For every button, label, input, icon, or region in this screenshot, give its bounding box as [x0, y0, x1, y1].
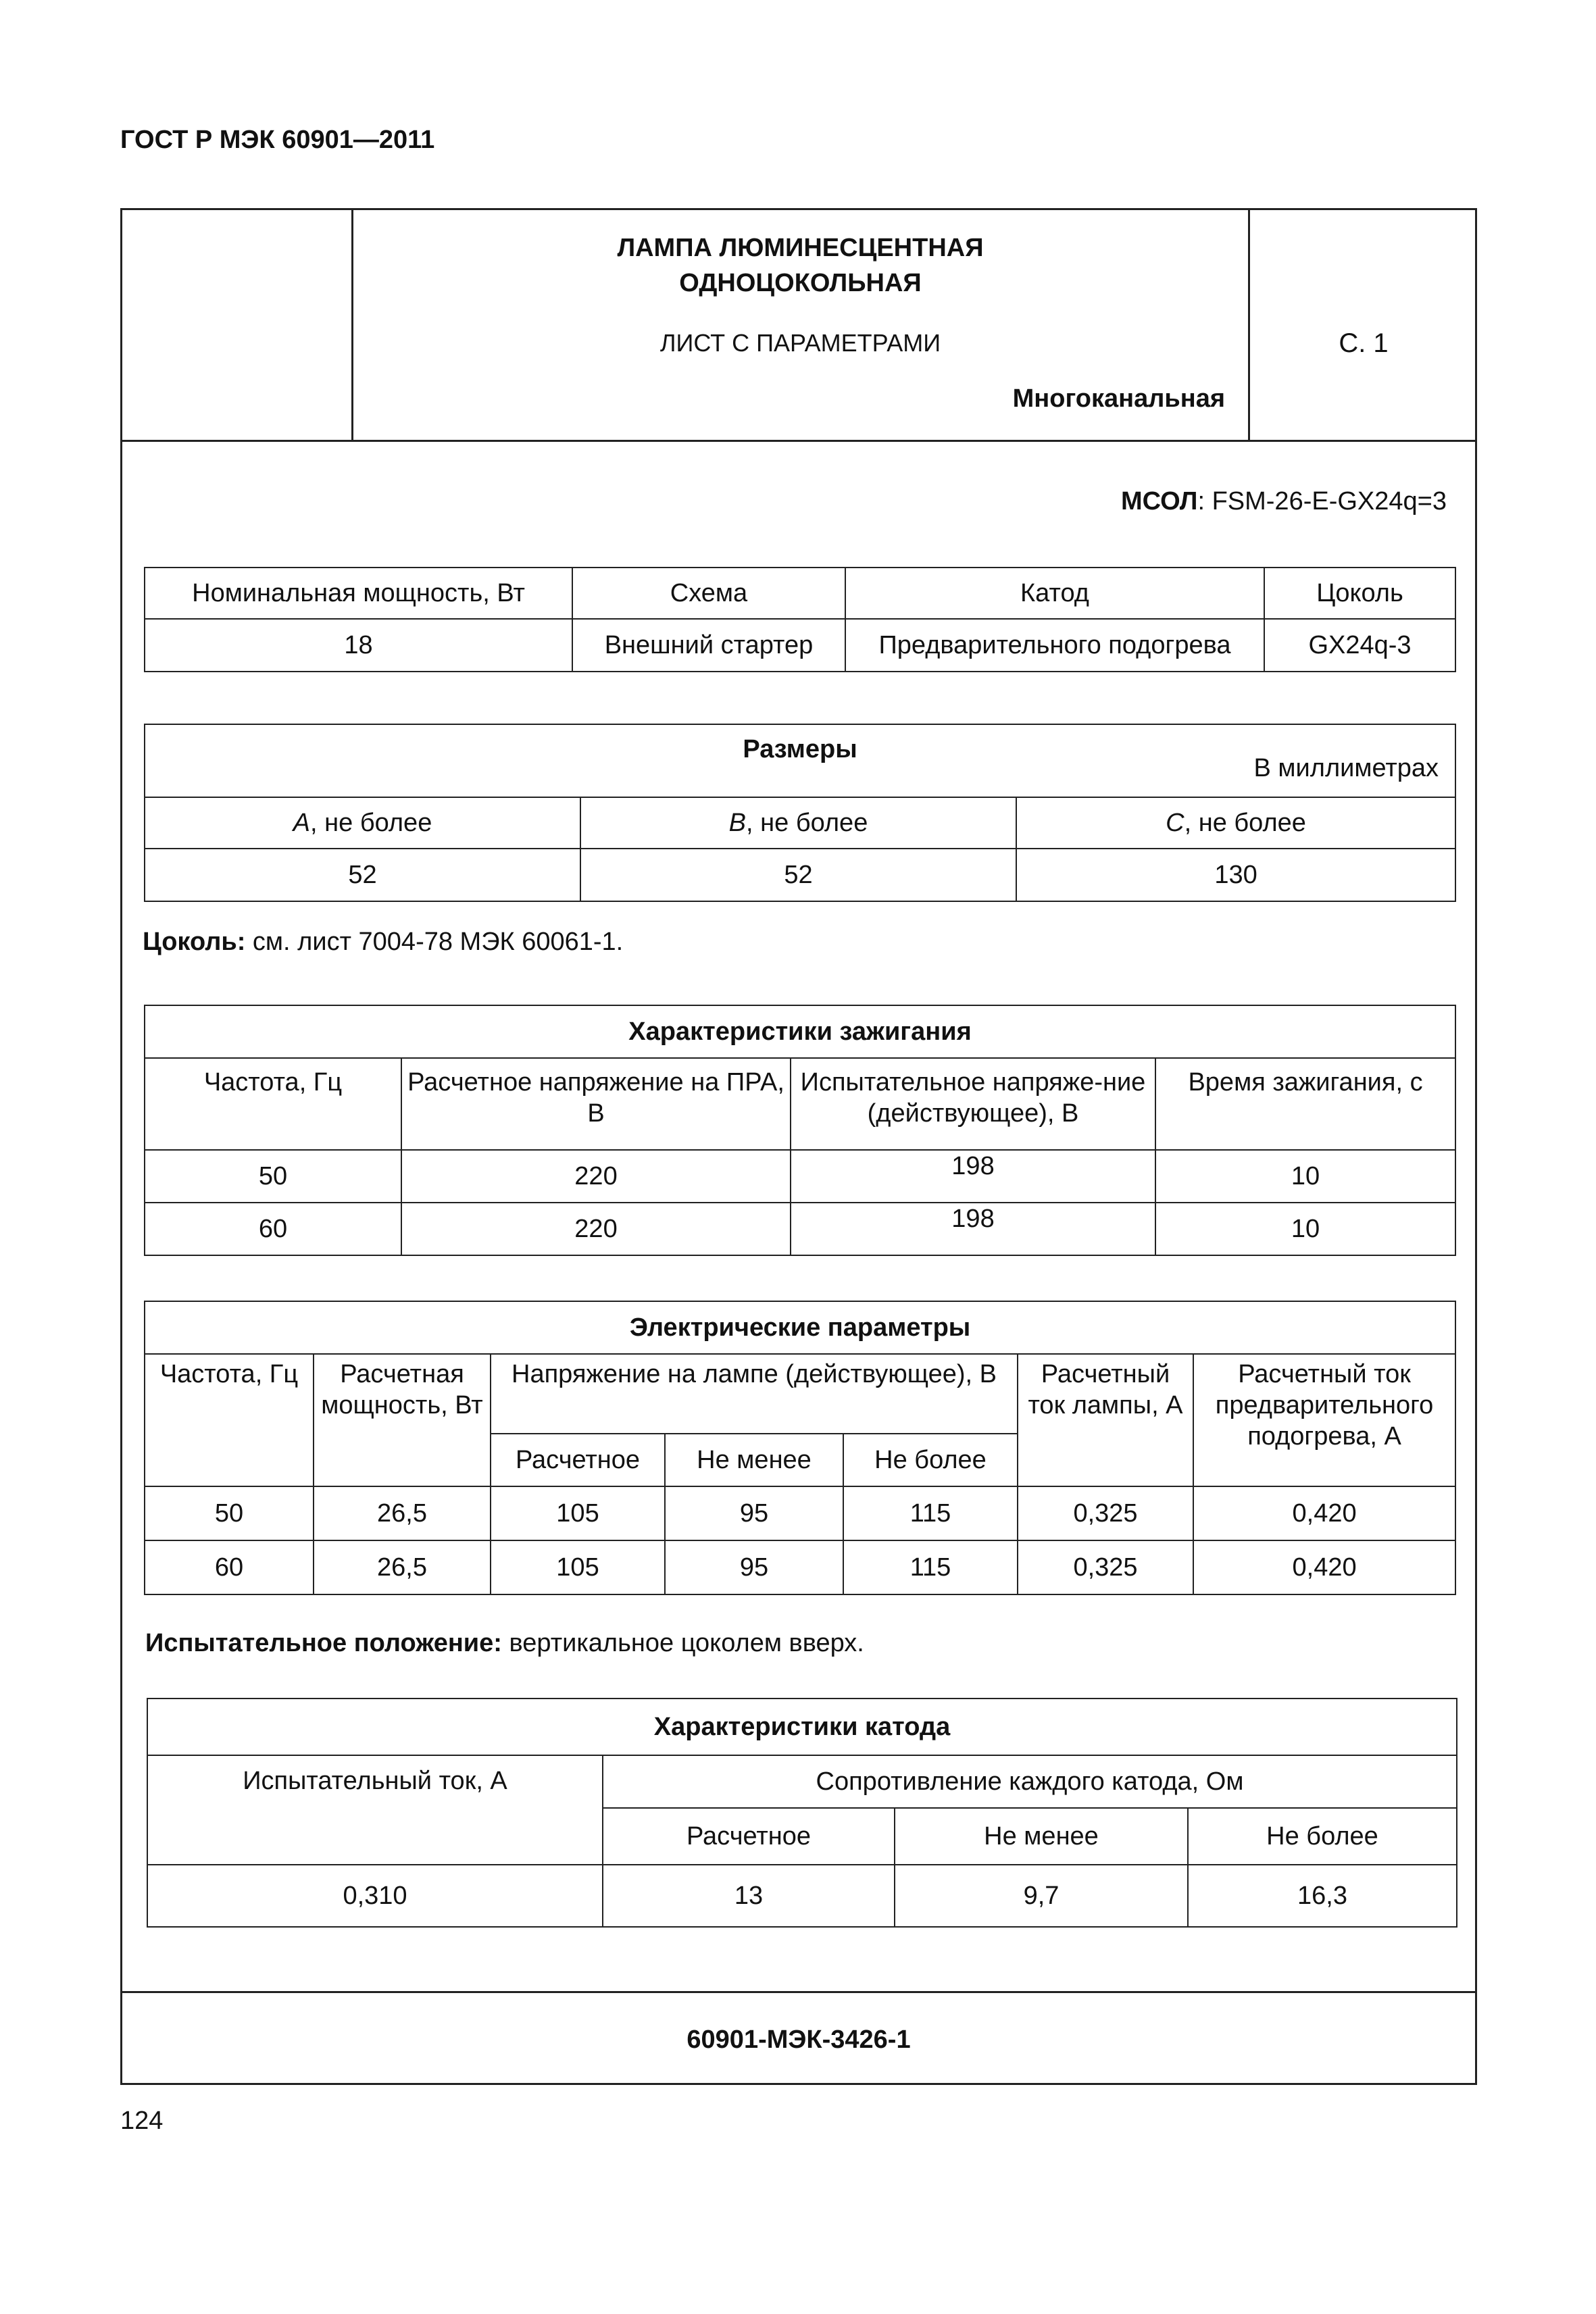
sheet-title: [353, 230, 1247, 301]
table-cell: 115: [843, 1486, 1018, 1540]
table-row: [145, 1540, 1455, 1594]
table-header-cell: Расчетное напряжение на ПРА, В: [401, 1058, 791, 1150]
header-blank-cell: [122, 210, 353, 440]
table-header-cell: Не более: [1188, 1808, 1457, 1865]
table-header-cell: [145, 797, 580, 849]
table-cell: 26,5: [314, 1486, 491, 1540]
table-header-cell: Испытательное напряже-ние (действующее), В: [791, 1058, 1155, 1150]
table-row: [147, 1865, 1457, 1927]
table-cell: 50: [145, 1486, 314, 1540]
table-caption-cell: [145, 724, 1455, 797]
table-cell: 0,325: [1018, 1486, 1193, 1540]
table-header-row: [147, 1755, 1457, 1808]
dimension-text: , не более: [310, 809, 432, 837]
table-header-cell: Цоколь: [1264, 568, 1455, 619]
table-header-cell: Номинальная мощность, Вт: [145, 568, 572, 619]
table-cell: 52: [580, 849, 1016, 901]
sheet-title-line1: ЛАМПА ЛЮМИНЕСЦЕНТНАЯ: [617, 234, 984, 262]
table-cell: 0,420: [1193, 1486, 1455, 1540]
dimension-text: , не более: [746, 809, 868, 837]
table-header-cell: Частота, Гц: [145, 1354, 314, 1486]
table-caption-row: [147, 1699, 1457, 1755]
sheet-header: [122, 210, 1475, 442]
table-caption-row: [145, 724, 1455, 797]
table-header-cell: Испытательный ток, А: [147, 1755, 603, 1865]
table-cell: 16,3: [1188, 1865, 1457, 1927]
dimension-text: , не более: [1184, 809, 1306, 837]
table-row: [145, 1486, 1455, 1540]
cathode-table: [147, 1698, 1457, 1928]
table-header-row: [145, 797, 1455, 849]
table-cell: 130: [1016, 849, 1455, 901]
general-table: [144, 567, 1456, 672]
document-code: ГОСТ Р МЭК 60901—2011: [120, 126, 435, 154]
table-cell: 95: [665, 1540, 843, 1594]
table-header-cell: Схема: [572, 568, 845, 619]
table-cell: 13: [603, 1865, 895, 1927]
table-cell: 198: [791, 1203, 1155, 1255]
header-page-cell: [1248, 210, 1477, 440]
table-cell: 60: [145, 1540, 314, 1594]
table-header-cell: [580, 797, 1016, 849]
table-header-cell: Расчетное: [491, 1434, 665, 1486]
header-title-cell: [353, 210, 1367, 440]
sheet-footer: [122, 1991, 1475, 2085]
table-row: [145, 619, 1455, 672]
table-cell: 220: [401, 1150, 791, 1203]
sheet-page-label: С. 1: [1339, 328, 1389, 358]
table-cell: 95: [665, 1486, 843, 1540]
note-label: Цоколь:: [143, 928, 246, 956]
electric-table: [144, 1301, 1456, 1595]
note-label: Испытательное положение:: [145, 1629, 502, 1657]
table-cell: 115: [843, 1540, 1018, 1594]
table-cell: 18: [145, 619, 572, 672]
table-header-cell: Катод: [845, 568, 1264, 619]
sheet-label: ЛИСТ С ПАРАМЕТРАМИ: [659, 329, 941, 357]
table-cell: GX24q-3: [1264, 619, 1455, 672]
table-header-cell: Не более: [843, 1434, 1018, 1486]
lamp-variant: Многоканальная: [1012, 384, 1225, 413]
table-header-cell: Расчетное: [603, 1808, 895, 1865]
msol-value: : FSM-26-E-GX24q=3: [1197, 487, 1447, 515]
note-text: вертикальное цоколем вверх.: [501, 1629, 864, 1657]
table-header-cell: Не менее: [665, 1434, 843, 1486]
table-header-cell: Расчетная мощность, Вт: [314, 1354, 491, 1486]
table-cell: 105: [491, 1486, 665, 1540]
dimension-var: A: [293, 809, 311, 837]
table-cell: 0,325: [1018, 1540, 1193, 1594]
table-cell: 26,5: [314, 1540, 491, 1594]
table-cell: 10: [1155, 1203, 1455, 1255]
table-cell: 52: [145, 849, 580, 901]
dimensions-table: [144, 724, 1456, 902]
table-header-cell: Время зажигания, с: [1155, 1058, 1455, 1150]
table-caption: Характеристики зажигания: [145, 1005, 1455, 1058]
page-number: 124: [120, 2107, 164, 2135]
table-header-cell: Напряжение на лампе (действующее), В: [491, 1354, 1018, 1434]
table-cell: 10: [1155, 1150, 1455, 1203]
table-cell: 50: [145, 1150, 401, 1203]
parameter-sheet: [120, 208, 1477, 2085]
ignition-table: [144, 1005, 1456, 1256]
table-cell: Предварительного подогрева: [845, 619, 1264, 672]
base-note: [143, 928, 623, 957]
table-caption-row: [145, 1301, 1455, 1354]
table-cell: 105: [491, 1540, 665, 1594]
table-cell: 220: [401, 1203, 791, 1255]
sheet-title-line2: ОДНОЦОКОЛЬНАЯ: [679, 269, 922, 297]
table-header-cell: Частота, Гц: [145, 1058, 401, 1150]
table-row: [145, 1203, 1455, 1255]
table-header-cell: Расчетный ток предварительного подогрева, А: [1193, 1354, 1455, 1486]
table-row: [145, 1150, 1455, 1203]
table-row: [145, 849, 1455, 901]
table-header-cell: Не менее: [895, 1808, 1188, 1865]
table-header-row: [145, 1058, 1455, 1150]
sheet-code: 60901-МЭК-3426-1: [687, 2026, 911, 2054]
note-text: см. лист 7004-78 МЭК 60061-1.: [245, 928, 624, 956]
table-cell: 9,7: [895, 1865, 1188, 1927]
table-header-cell: Расчетный ток лампы, А: [1018, 1354, 1193, 1486]
unit-label: В миллиметрах: [1253, 754, 1439, 782]
msol-designation: [1121, 487, 1447, 516]
table-header-row: [145, 568, 1455, 619]
table-cell: 0,310: [147, 1865, 603, 1927]
table-caption-row: [145, 1005, 1455, 1058]
table-cell: 198: [791, 1150, 1155, 1203]
msol-label: МСОЛ: [1121, 487, 1198, 515]
dimension-var: C: [1166, 809, 1184, 837]
dimension-var: B: [728, 809, 747, 837]
table-caption: Характеристики катода: [147, 1699, 1457, 1755]
table-caption: Размеры: [743, 735, 857, 763]
table-header-row: [145, 1354, 1455, 1434]
table-cell: Внешний стартер: [572, 619, 845, 672]
table-cell: 0,420: [1193, 1540, 1455, 1594]
table-header-cell: [1016, 797, 1455, 849]
test-position-note: [145, 1629, 864, 1658]
table-header-cell: Сопротивление каждого катода, Ом: [603, 1755, 1457, 1808]
table-caption: Электрические параметры: [145, 1301, 1455, 1354]
table-cell: 60: [145, 1203, 401, 1255]
